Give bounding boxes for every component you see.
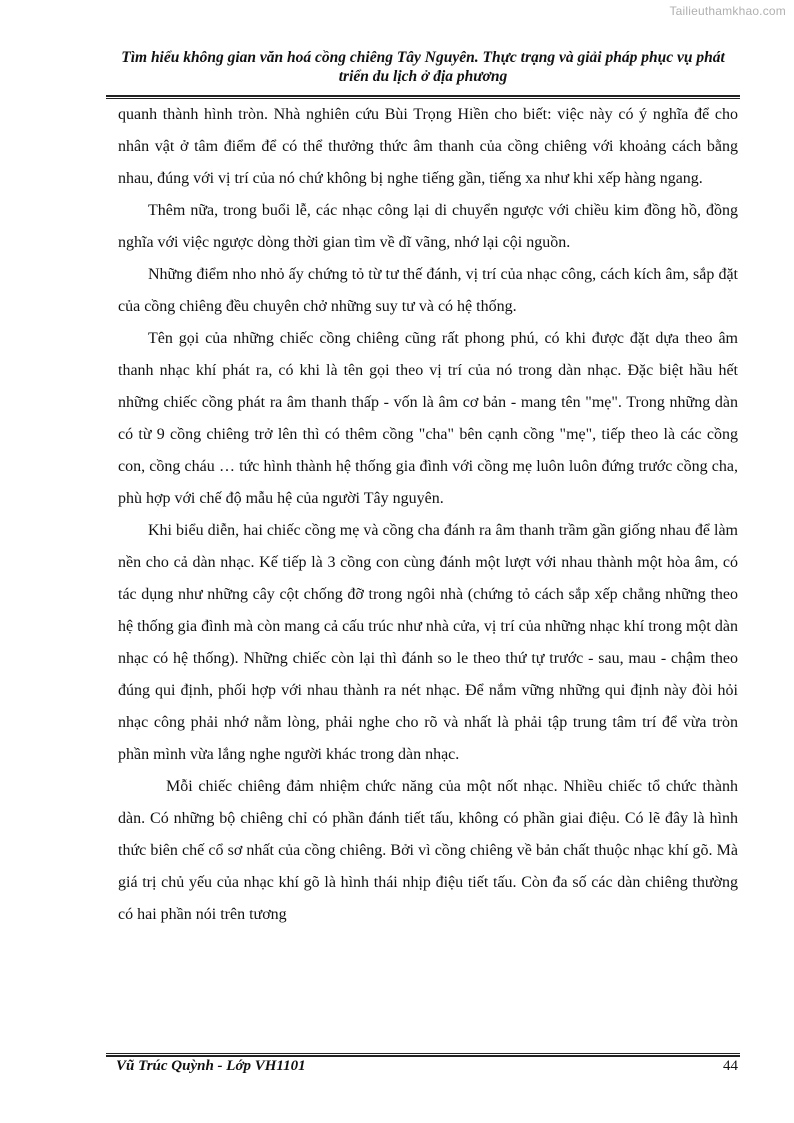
paragraph-4: Tên gọi của những chiếc cồng chiêng cũng rất phong phú, có khi được đặt dựa theo âm thanh nhạc khí phát ra, có khi là tên gọi theo vị trí của nó trong dàn nhạc. Đặc biệt hầu hết những chiếc cồng phát ra âm thanh thấp - vốn là âm cơ bản - mang tên "mẹ". Trong những dàn có từ 9 cồng chiêng trở lên thì có thêm cồng "cha" bên cạnh cồng "mẹ", tiếp theo là các cồng con, cồng cháu … tức hình thành hệ thống gia đình với cồng mẹ luôn luôn đứng trước cồng cha, phù hợp với chế độ mẫu hệ của người Tây nguyên. bbox=[118, 330, 738, 507]
paragraph-5: Khi biểu diễn, hai chiếc cồng mẹ và cồng cha đánh ra âm thanh trầm gần giống nhau để làm nền cho cả dàn nhạc. Kế tiếp là 3 cồng con cùng đánh một lượt với nhau thành một hòa âm, có tác dụng như những cây cột chống đỡ trong ngôi nhà (chứng tỏ cách sắp xếp chẳng những theo hệ thống gia đình mà còn mang cả cấu trúc như nhà cửa, vị trí của những nhạc khí trong một dàn nhạc có hệ thống). Những chiếc còn lại thì đánh so le theo thứ tự trước - sau, mau - chậm theo đúng qui định, phối hợp với nhau thành ra nét nhạc. Để nắm vững những qui định này đòi hỏi nhạc công phải nhớ nằm lòng, phải nghe cho rõ và nhất là phải tập trung tâm trí để vừa tròn phần mình vừa lắng nghe người khác trong dàn nhạc. bbox=[118, 522, 738, 763]
paragraph-6: Mỗi chiếc chiêng đảm nhiệm chức năng của một nốt nhạc. Nhiều chiếc tổ chức thành dàn. Có những bộ chiêng chỉ có phần đánh tiết tấu, không có phần giai điệu. Có lẽ đây là hình thức biên chế cổ sơ nhất của cồng chiêng. Bởi vì cồng chiêng về bản chất thuộc nhạc khí gõ. Mà giá trị chủ yếu của nhạc khí gõ là hình thái nhịp điệu tiết tấu. Còn đa số các dàn chiêng thường có hai phần nói trên tương bbox=[118, 778, 738, 923]
watermark: Tailieuthamkhao.com bbox=[669, 4, 786, 18]
page-number: 44 bbox=[723, 1058, 738, 1074]
paragraph-3: Những điểm nho nhỏ ấy chứng tỏ từ tư thế đánh, vị trí của nhạc công, cách kích âm, sắp đặt của cồng chiêng đều chuyên chở những suy tư và có hệ thống. bbox=[118, 266, 738, 315]
document-body bbox=[118, 99, 738, 931]
footer-author: Vũ Trúc Quỳnh - Lớp VH1101 bbox=[116, 1058, 306, 1074]
paragraph-2: Thêm nữa, trong buổi lễ, các nhạc công lại di chuyển ngược với chiều kim đồng hồ, đồng nghĩa với việc ngược dòng thời gian tìm về dĩ vãng, nhớ lại cội nguồn. bbox=[118, 202, 738, 251]
footer-divider bbox=[106, 1053, 740, 1057]
page-header-title: Tìm hiểu không gian văn hoá cồng chiêng Tây Nguyên. Thực trạng và giải pháp phục vụ phát triển du lịch ở địa phương bbox=[121, 49, 725, 85]
paragraph-1: quanh thành hình tròn. Nhà nghiên cứu Bùi Trọng Hiền cho biết: việc này có ý nghĩa để cho nhân vật ở tâm điểm để có thể thưởng thức âm thanh của cồng chiêng với khoảng cách bằng nhau, đúng với vị trí của nó chứ không bị nghe tiếng gần, tiếng xa như khi xếp hàng ngang. bbox=[118, 106, 738, 187]
